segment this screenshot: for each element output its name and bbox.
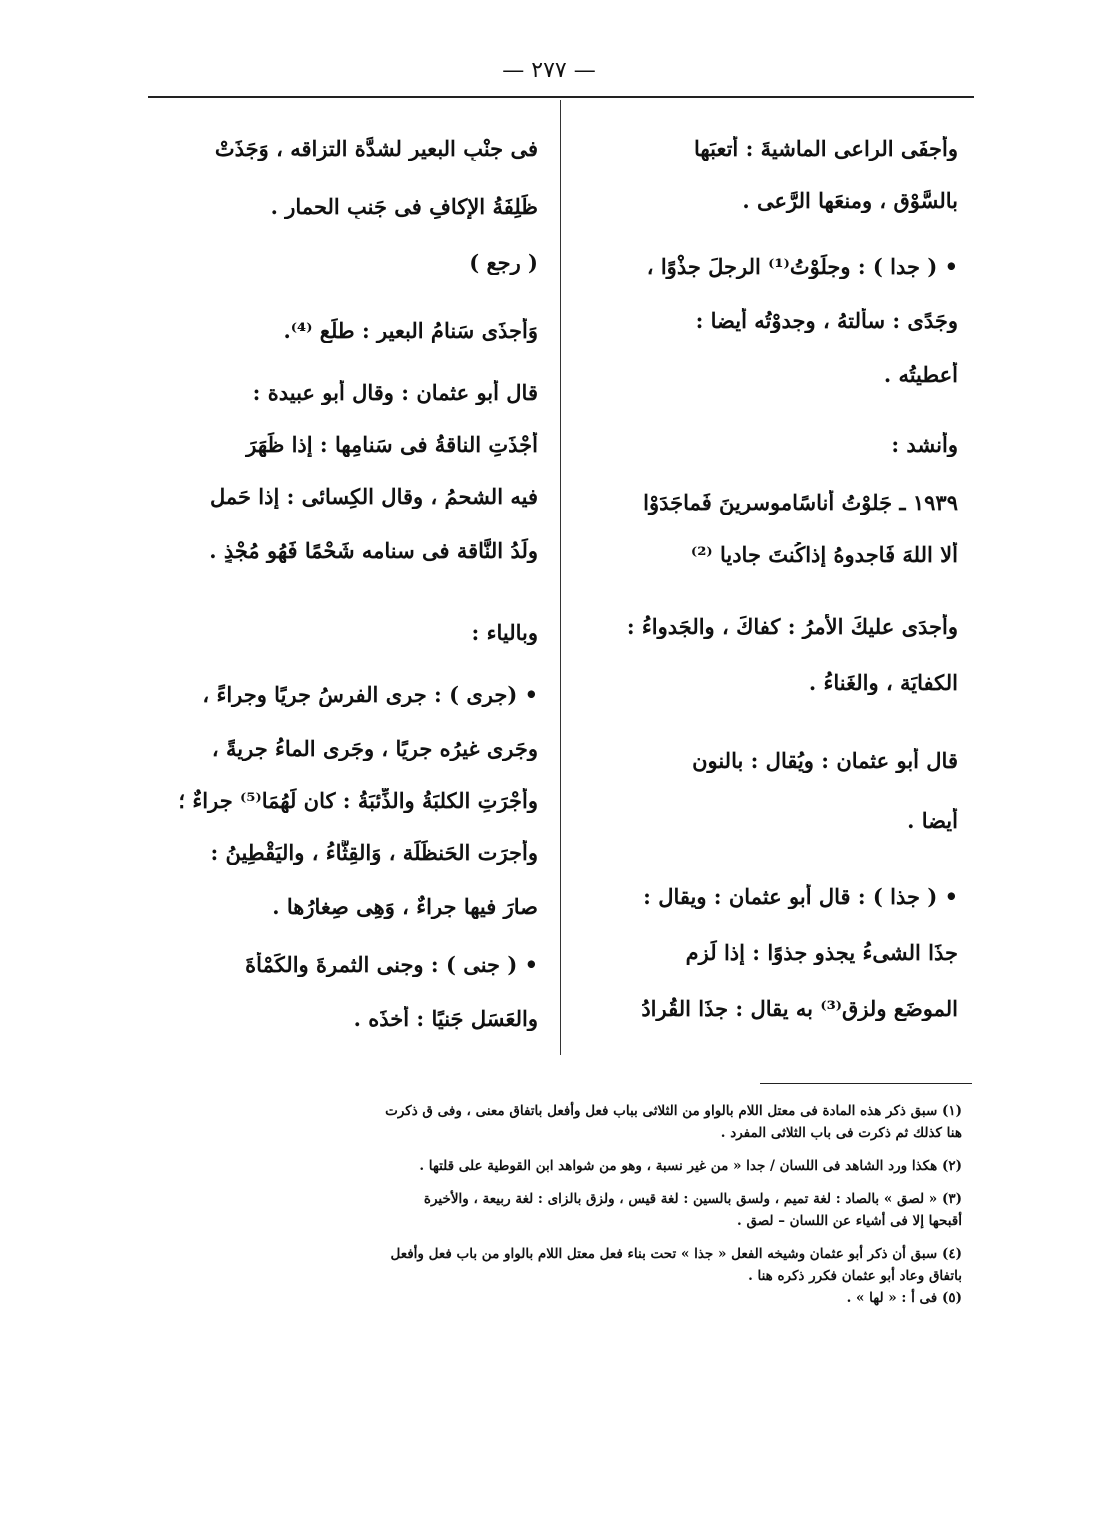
text-line: وَأَجذَى سَنامُ البعيرِ : طلَع ⁽⁴⁾. — [283, 318, 538, 343]
text-line: وأجْرَتِ الكلبَةُ والذِّئبَةُ : كان لَهُمَا⁽⁵⁾ جراءٌ ؛ — [178, 788, 538, 813]
text-line: • ( جدا ) : وجلَوْتُ⁽¹⁾ الرجلَ جذْوًا ، — [646, 254, 958, 279]
page-number: — ٢٧٧ — — [502, 58, 596, 83]
footnote-line: (٤) سبق أن ذكر أبو عثمان وشيخه الفعل « جذا » تحت بناء فعل معتل اللام بالواو من باب فعل وأفعل — [390, 1246, 962, 1262]
text-line: وأجرَت الحَنظَلَة ، وَالقِثَّاءُ ، واليَقْطِينُ : — [210, 840, 538, 865]
text-line: وجَرى غيرُه جريًا ، وجَرى الماءُ جريةً ، — [211, 736, 538, 761]
footnote-line: (٥) فى أ : « لها » . — [846, 1290, 962, 1306]
text-line: أيضا . — [907, 808, 958, 833]
text-line: جذَا الشىءُ يجذو جذوًا : إذا لَزم — [685, 940, 958, 965]
footnote-line: أقبحها إلا فى أشياء عن اللسان – لصق . — [737, 1213, 962, 1229]
text-line: أجْذَتِ الناقةُ فى سَنامِها : إذا ظَهَرَ — [246, 432, 538, 457]
footnote-line: (٣) « لصق » بالصاد : لغة تميم ، ولسق بالسين : لغة قيس ، ولزق بالزاى : لغة ربيعة ، والأخيرة — [423, 1191, 962, 1207]
text-line: • (جرى ) : جرى الفرسُ جريًا وجراءً ، — [202, 682, 538, 707]
footnote-rule — [760, 1083, 972, 1084]
text-line: وجَدًى : سألتهُ ، وجدوْتُه أيضا : — [695, 308, 958, 333]
text-line: ١٩٣٩ ـ جَلوْتُ أناسًاموسرينَ فَماجَدَوْا — [643, 490, 958, 515]
text-line: أعطيتُه . — [883, 362, 958, 387]
text-line: ألا اللهَ فَاجدوهُ إذاكُنتَ جاديا ⁽²⁾ — [690, 542, 958, 567]
footnote-line: (٢) هكذا ورد الشاهد فى اللسان / جدا « من غير نسبة ، وهو من شواهد ابن القوطية على قلتها . — [419, 1158, 962, 1174]
text-line: وبالياء : — [471, 620, 538, 645]
text-line: • ( جنى ) : وجنى الثمرةَ والكَمْأةَ — [245, 952, 538, 977]
column-divider — [560, 100, 561, 1055]
text-line: فى جنْبِ البعير لشدَّة التزاقه ، وَجَذَتْ — [214, 136, 538, 161]
text-line: فيه الشحمُ ، وقال الكِسائى : إذا حَمل — [209, 484, 538, 509]
text-line: وأجفَى الراعى الماشيةَ : أتعبَها — [694, 136, 958, 161]
text-line: • ( جذا ) : قال أبو عثمان : ويقال : — [643, 884, 958, 909]
top-rule — [148, 96, 974, 98]
text-line: والعَسَل جَنيًا : أخذَه . — [353, 1006, 538, 1031]
text-line: وأجدَى عليكَ الأمرُ : كفاكَ ، والجَدواءُ : — [626, 614, 958, 639]
text-line: صارَ فيها جراءٌ ، وَهِى صِغارُها . — [272, 894, 538, 919]
footnotes — [156, 1100, 962, 1309]
text-line: الموضَع ولزق⁽³⁾ به يقال : جذَا القُرادُ — [641, 996, 958, 1021]
text-line: الكفايَة ، والغَناءُ . — [808, 670, 958, 695]
footnote-line: (١) سبق ذكر هذه المادة فى معتل اللام بالواو من الثلاثى بباب فعل وأفعل باتفاق معنى ، وفى ق ذكرت — [385, 1103, 962, 1119]
text-line: بالسَّوْق ، ومنعَها الرَّعى . — [742, 188, 958, 213]
text-line: ظَلِفَةُ الإكافِ فى جَنبِ الحمارِ . — [270, 194, 538, 219]
footnote-line: هنا كذلك ثم ذكرت فى باب الثلاثى المفرد . — [720, 1125, 962, 1141]
text-line: ( رجع ) — [469, 250, 538, 275]
text-line: قال أبو عثمان : ويُقال : بالنون — [692, 748, 958, 773]
text-line: قال أبو عثمان : وقال أبو عبيدة : — [252, 380, 538, 405]
text-line: وأنشد : — [891, 432, 958, 457]
footnote-line: باتفاق وعاد أبو عثمان فكرر ذكره هنا . — [748, 1268, 962, 1284]
text-line: ولَدُ النَّاقة فى سنامه شَحْمًا فَهُو مُجْذٍ . — [209, 538, 538, 563]
